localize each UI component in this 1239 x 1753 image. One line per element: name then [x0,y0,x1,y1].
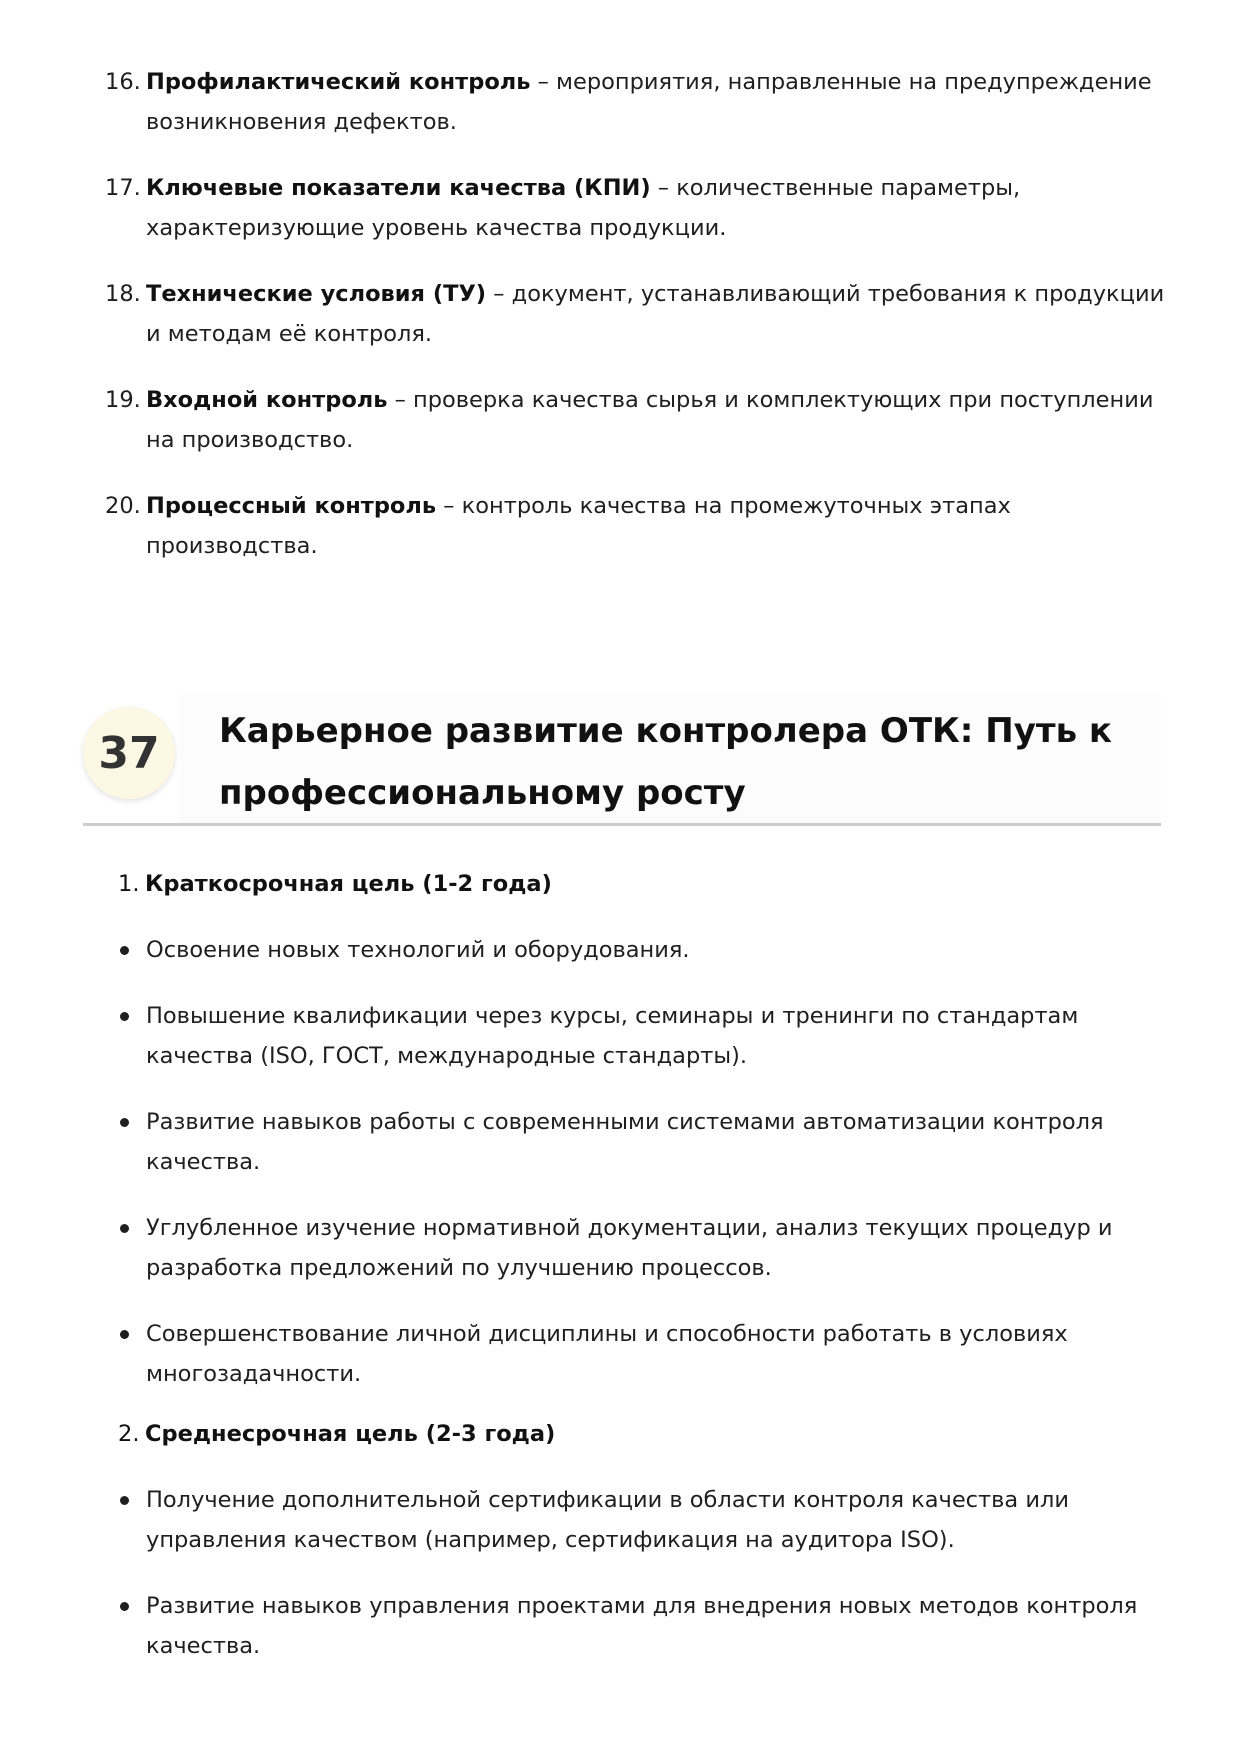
bullet-text: Развитие навыков работы с современными системами автоматизации контроля качества. [146,1109,1104,1175]
bullet-item [118,1102,1168,1182]
bullet-text: Освоение новых технологий и оборудования. [146,937,690,963]
item-number: 19. [105,387,141,413]
bullet-dot [120,1602,129,1611]
list-item [105,168,1165,248]
goal-2-bullets [118,1480,1168,1692]
item-number: 20. [105,493,141,519]
list-item [105,380,1165,460]
term-name: Входной контроль [146,387,388,413]
bullet-dot [120,1224,129,1233]
term-definition: – документ, устанавливающий требования к продукции и методам её контроля. [146,281,1165,347]
goal-label: Среднесрочная цель (2-3 года) [145,1421,556,1447]
goal-heading [118,864,552,904]
bullet-item [118,1480,1168,1560]
list-item [105,486,1165,566]
bullet-text: Углубленное изучение нормативной документации, анализ текущих процедур и разработка предложений по улучшению процессов. [146,1215,1113,1281]
bullet-item [118,1208,1168,1288]
bullet-item [118,996,1168,1076]
term-definition: – мероприятия, направленные на предупреждение возникновения дефектов. [146,69,1152,135]
goal-number: 1. [118,871,140,897]
term-definition: – проверка качества сырья и комплектующих при поступлении на производство. [146,387,1154,453]
term-definition: – контроль качества на промежуточных этапах производства. [146,493,1011,559]
term-name: Ключевые показатели качества (КПИ) [146,175,651,201]
list-item [105,62,1165,142]
bullet-item [118,1314,1168,1394]
term-name: Профилактический контроль [146,69,531,95]
bullet-text: Получение дополнительной сертификации в области контроля качества или управления качеством (например, сертификация на аудитора ISO). [146,1487,1069,1553]
section-number-badge: 37 [83,707,175,799]
item-number: 17. [105,175,141,201]
bullet-dot [120,1012,129,1021]
bullet-item [118,930,1168,970]
goal-1-bullets [118,930,1168,1420]
section-header [83,694,1161,824]
term-name: Технические условия (ТУ) [146,281,487,307]
header-divider [83,823,1161,826]
bullet-dot [120,946,129,955]
section-title: Карьерное развитие контролера ОТК: Путь к профессиональному росту [219,711,1112,813]
item-number: 18. [105,281,141,307]
bullet-text: Совершенствование личной дисциплины и способности работать в условиях многозадачности. [146,1321,1068,1387]
term-definition: – количественные параметры, характеризующие уровень качества продукции. [146,175,1021,241]
list-item [105,274,1165,354]
bullet-dot [120,1118,129,1127]
goal-heading [118,1414,555,1454]
bullet-dot [120,1496,129,1505]
terms-list [105,62,1165,592]
bullet-text: Развитие навыков управления проектами для внедрения новых методов контроля качества. [146,1593,1138,1659]
bullet-dot [120,1330,129,1339]
item-number: 16. [105,69,141,95]
bullet-text: Повышение квалификации через курсы, семинары и тренинги по стандартам качества (ISO, ГОСТ, международные стандарты). [146,1003,1079,1069]
bullet-item [118,1586,1168,1666]
goal-label: Краткосрочная цель (1-2 года) [145,871,552,897]
term-name: Процессный контроль [146,493,437,519]
goal-number: 2. [118,1421,140,1447]
